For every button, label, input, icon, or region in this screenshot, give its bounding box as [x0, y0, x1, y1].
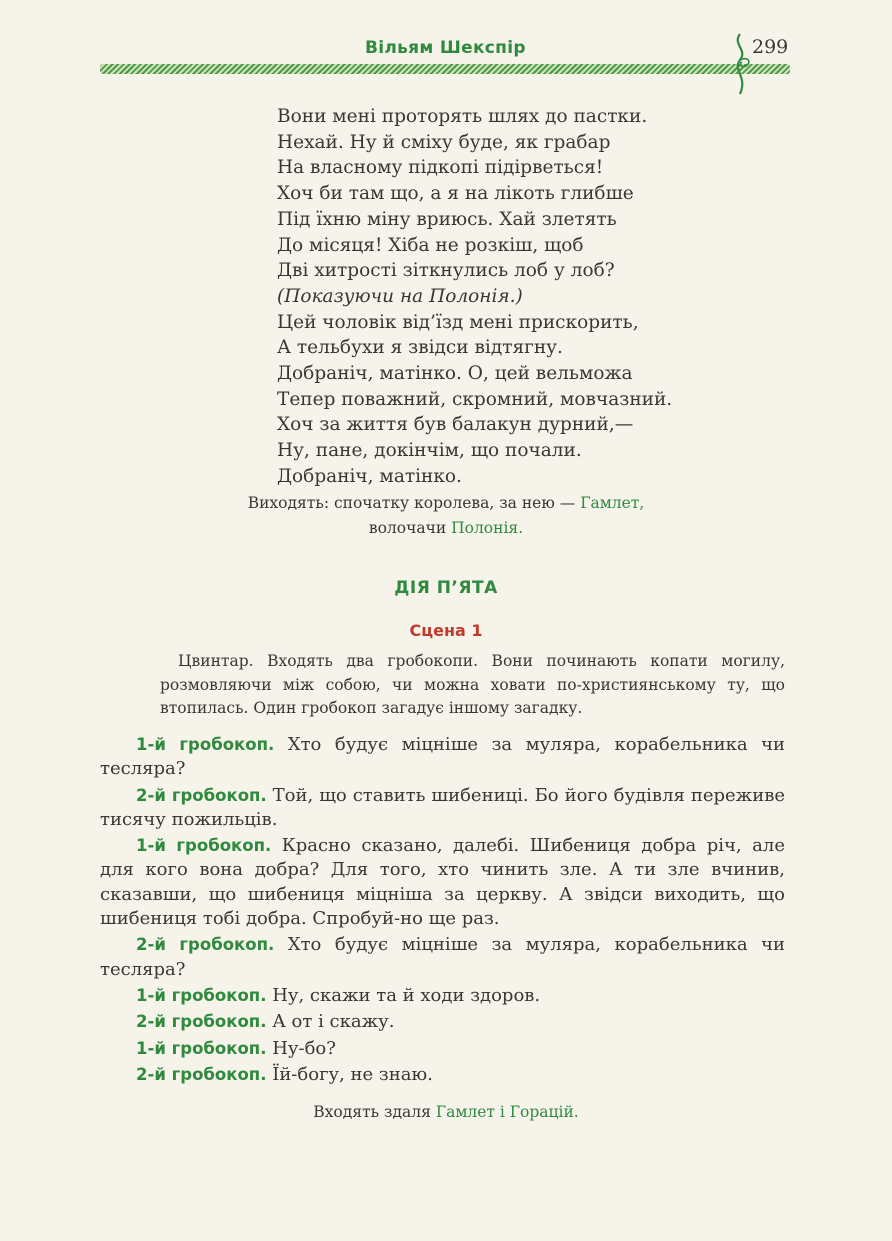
verse-line: Хоч би там що, а я на лікоть глибше — [277, 183, 634, 205]
speaker-name: 2-й гробокоп. — [136, 1064, 267, 1084]
verse-line: Хоч за життя був балакун дурний,— — [277, 414, 634, 436]
dialogue-line — [100, 834, 785, 931]
dialogue-line — [100, 733, 785, 782]
speaker-name: 1-й гробокоп. — [136, 836, 272, 856]
speech-text: А от і скажу. — [272, 1011, 395, 1033]
speech-text: Ну, скажи та й ходи здоров. — [272, 984, 541, 1006]
character-name: Полонія. — [451, 519, 524, 537]
verse-line: Добраніч, матінко. О, цей вельможа — [277, 363, 633, 385]
verse-line: До місяця! Хіба не розкіш, щоб — [277, 234, 584, 256]
verse-line: Цей чоловік від’їзд мені прискорить, — [277, 311, 639, 333]
speaker-name: 2-й гробокоп. — [136, 935, 275, 955]
verse-block — [277, 104, 797, 490]
verse-stage-direction: (Показуючи на Полонія.) — [277, 285, 523, 307]
verse-line: Дві хитрості зіткнулись лоб у лоб? — [277, 260, 615, 282]
speaker-name: 1-й гробокоп. — [136, 735, 275, 754]
speech-text: Хто будує міцніше за муляра, корабельника чи тесляра? — [100, 934, 785, 980]
dialogue-line — [100, 984, 785, 1008]
speech-text: Їй-богу, не знаю. — [272, 1063, 433, 1085]
dialogue-line — [100, 1010, 785, 1034]
page-number: 299 — [752, 36, 789, 58]
verse-line: На власному підкопі підірветься! — [277, 157, 604, 179]
verse-line: Ну, пане, докінчім, що почали. — [277, 440, 582, 462]
verse-line: А тельбухи я звідси відтягну. — [277, 337, 563, 359]
enter-direction: Входять здаля Гамлет і Горацій. — [313, 1103, 579, 1121]
speaker-name: 1-й гробокоп. — [136, 985, 267, 1005]
verse-line: Нехай. Ну й сміху буде, як грабар — [277, 131, 611, 153]
speaker-name: 2-й гробокоп. — [136, 1012, 267, 1032]
speaker-name: 2-й гробокоп. — [136, 785, 267, 805]
speech-text: Красно сказано, далебі. Шибениця добра річ, але для кого вона добра? Для того, хто чинить зле. А ти зле вчинив, сказавши, що шибениця міцніша за церкву. А звідси виходить, що шибениця тобі добра. Спробуй-но ще раз. — [100, 835, 785, 930]
dialogue-line — [100, 1063, 785, 1087]
scene-title: Сцена 1 — [409, 621, 483, 640]
scene-description: Цвинтар. Входять два гробокопи. Вони починають копати могилу, розмовляючи між собою, чи можна ховати по-християнському ту, що втопилась. Один гробокоп загадує іншому загадку. — [160, 652, 785, 717]
verse-line: Тепер поважний, скромний, мовчазний. — [277, 388, 673, 410]
page-header — [0, 0, 892, 100]
speaker-name: 1-й гробокоп. — [136, 1038, 267, 1058]
verse-line: Добраніч, матінко. — [277, 465, 462, 487]
speech-text: Ну-бо? — [272, 1037, 336, 1059]
character-name: Гамлет і Горацій. — [435, 1103, 579, 1121]
dialogue — [100, 733, 785, 1089]
verse-line: Під їхню міну вриюсь. Хай злетять — [277, 208, 617, 230]
verse-line: Вони мені проторять шлях до пастки. — [277, 106, 648, 127]
exit-direction-line-2: волочачи Полонія. — [368, 519, 524, 537]
speech-text: Той, що ставить шибениці. Бо його будівля переживе тисячу пожильців. — [100, 784, 785, 830]
character-name: Гамлет, — [580, 494, 645, 512]
header-rule — [100, 64, 790, 74]
dialogue-line — [100, 933, 785, 982]
speech-text: Хто будує міцніше за муляра, корабельника чи тесляра? — [100, 734, 785, 780]
exit-direction-line-1: Виходять: спочатку королева, за нею — Гамлет, — [247, 494, 645, 512]
act-title: ДІЯ П’ЯТА — [394, 578, 498, 598]
dialogue-line — [100, 1037, 785, 1061]
running-title: Вільям Шекспір — [365, 38, 526, 58]
dialogue-line — [100, 784, 785, 833]
